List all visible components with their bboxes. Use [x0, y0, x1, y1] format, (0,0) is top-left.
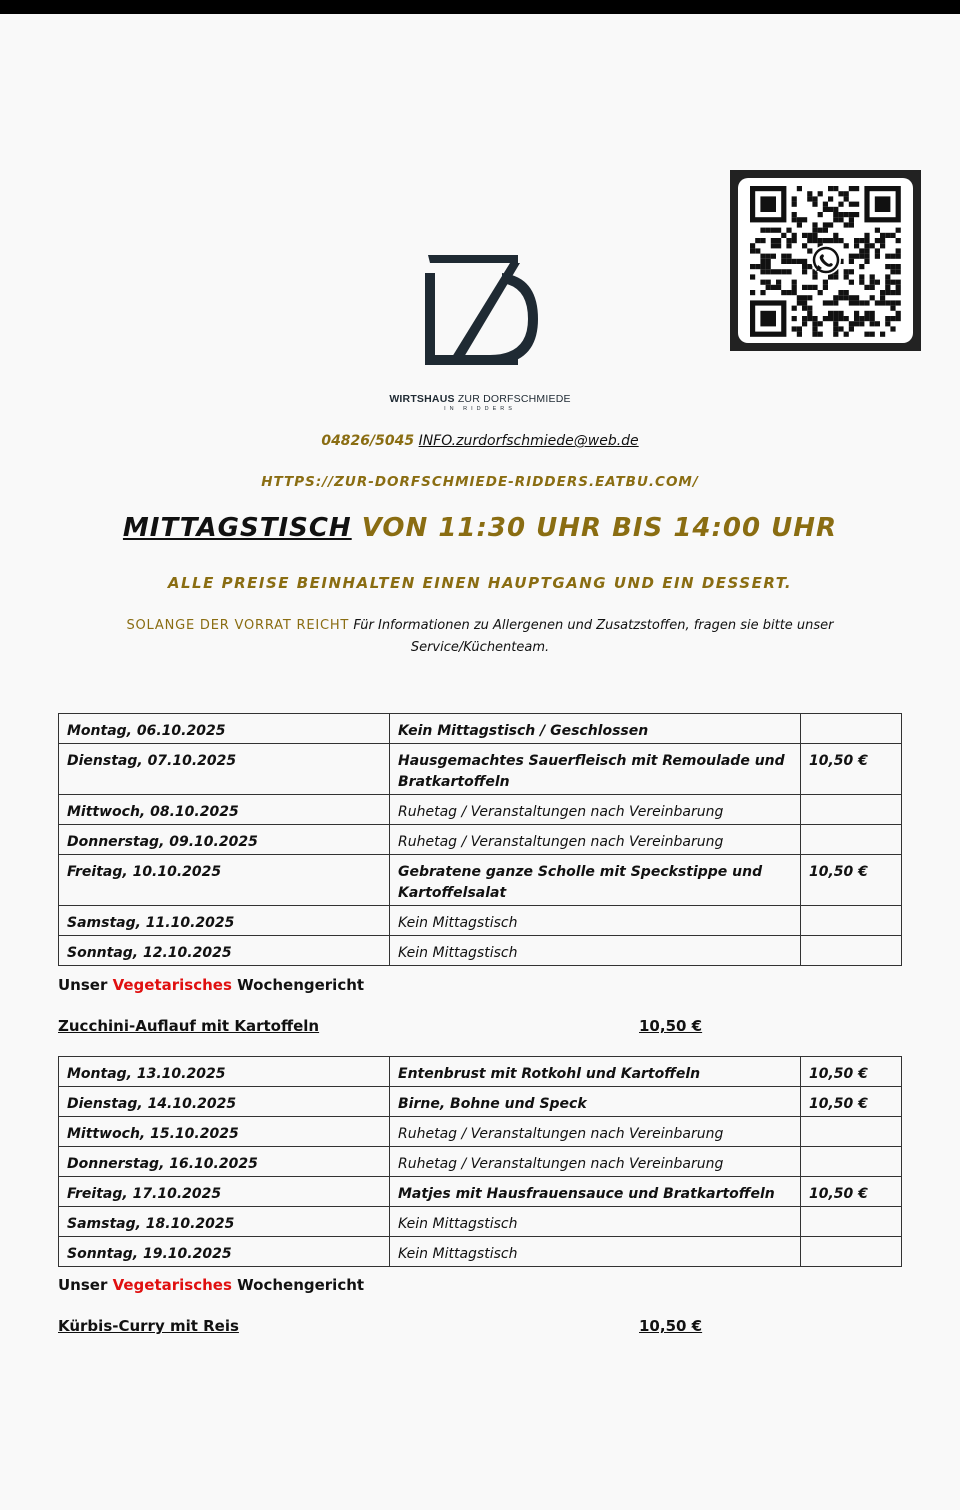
table-row [59, 1087, 902, 1117]
veg-heading-week-2: Unser Vegetarisches Wochengericht [58, 1276, 365, 1294]
allergen-info: Für Informationen zu Allergenen und Zusatzstoffen, fragen sie bitte unser Service/Küchenteam. [353, 618, 834, 655]
price-cell: 10,50 € [801, 1087, 902, 1117]
restaurant-logo [390, 255, 570, 415]
day-cell: Samstag, 11.10.2025 [59, 906, 390, 936]
table-row [59, 714, 902, 744]
dish-cell: Ruhetag / Veranstaltungen nach Vereinbarung [390, 795, 801, 825]
top-bar [0, 0, 960, 14]
price-cell: 10,50 € [801, 855, 902, 906]
dish-cell: Birne, Bohne und Speck [390, 1087, 801, 1117]
dish-cell: Ruhetag / Veranstaltungen nach Vereinbarung [390, 1147, 801, 1177]
day-cell: Montag, 13.10.2025 [59, 1057, 390, 1087]
dish-cell: Kein Mittagstisch / Geschlossen [390, 714, 801, 744]
menu-table-week-1 [58, 713, 902, 966]
table-row [59, 1237, 902, 1267]
dish-cell: Matjes mit Hausfrauensauce und Bratkartoffeln [390, 1177, 801, 1207]
table-row [59, 744, 902, 795]
table-row [59, 1147, 902, 1177]
table-row [59, 1177, 902, 1207]
table-row [59, 906, 902, 936]
dish-cell: Ruhetag / Veranstaltungen nach Vereinbarung [390, 1117, 801, 1147]
table-row [59, 1207, 902, 1237]
qr-code-inner [738, 178, 913, 343]
veg-price-week-2: 10,50 € [639, 1317, 703, 1335]
price-cell [801, 795, 902, 825]
logo-subtitle: IN RIDDERS [444, 406, 516, 412]
prices-note: ALLE PREISE BEINHALTEN EINEN HAUPTGANG UND EIN DESSERT. [167, 574, 793, 592]
dish-cell: Kein Mittagstisch [390, 1237, 801, 1267]
veg-dish-week-2: Kürbis-Curry mit Reis [58, 1317, 239, 1335]
price-cell [801, 906, 902, 936]
veg-highlight: Vegetarisches [112, 1276, 232, 1294]
day-cell: Sonntag, 19.10.2025 [59, 1237, 390, 1267]
day-cell: Dienstag, 07.10.2025 [59, 744, 390, 795]
veg-price-week-1: 10,50 € [639, 1017, 703, 1035]
day-cell: Mittwoch, 15.10.2025 [59, 1117, 390, 1147]
allergen-note [100, 615, 860, 659]
price-cell [801, 936, 902, 966]
email-link[interactable]: INFO.zurdorfschmiede@web.de [418, 433, 639, 449]
price-cell: 10,50 € [801, 1177, 902, 1207]
dish-cell: Kein Mittagstisch [390, 936, 801, 966]
price-cell [801, 825, 902, 855]
price-cell [801, 1237, 902, 1267]
price-cell [801, 1207, 902, 1237]
price-cell [801, 1147, 902, 1177]
day-cell: Sonntag, 12.10.2025 [59, 936, 390, 966]
page-title [0, 513, 960, 543]
table-row [59, 855, 902, 906]
price-cell [801, 714, 902, 744]
supply-note: SOLANGE DER VORRAT REICHT [126, 618, 350, 633]
logo-name-bold: WIRTSHAUS [389, 393, 455, 405]
day-cell: Freitag, 10.10.2025 [59, 855, 390, 906]
contact-line [0, 433, 960, 449]
logo-name [380, 393, 580, 405]
title-times: VON 11:30 UHR BIS 14:00 UHR [351, 513, 838, 543]
table-row [59, 825, 902, 855]
dish-cell: Gebratene ganze Scholle mit Speckstippe und Kartoffelsalat [390, 855, 801, 906]
dish-cell: Kein Mittagstisch [390, 906, 801, 936]
title-main: MITTAGSTISCH [122, 513, 352, 543]
day-cell: Donnerstag, 16.10.2025 [59, 1147, 390, 1177]
day-cell: Mittwoch, 08.10.2025 [59, 795, 390, 825]
qr-code[interactable] [730, 170, 921, 351]
table-row [59, 795, 902, 825]
phone-number[interactable]: 04826/5045 [321, 433, 415, 449]
menu-table-week-2 [58, 1056, 902, 1267]
table-row [59, 1117, 902, 1147]
day-cell: Donnerstag, 09.10.2025 [59, 825, 390, 855]
table-row [59, 936, 902, 966]
veg-dish-week-1: Zucchini-Auflauf mit Kartoffeln [58, 1017, 320, 1035]
whatsapp-icon [811, 245, 841, 275]
table-row [59, 1057, 902, 1087]
day-cell: Freitag, 17.10.2025 [59, 1177, 390, 1207]
dish-cell: Entenbrust mit Rotkohl und Kartoffeln [390, 1057, 801, 1087]
website-link[interactable]: HTTPS://ZUR-DORFSCHMIEDE-RIDDERS.EATBU.COM/ [261, 474, 699, 490]
price-cell: 10,50 € [801, 744, 902, 795]
day-cell: Montag, 06.10.2025 [59, 714, 390, 744]
day-cell: Samstag, 18.10.2025 [59, 1207, 390, 1237]
price-cell [801, 1117, 902, 1147]
veg-heading-week-1: Unser Vegetarisches Wochengericht [58, 976, 365, 994]
day-cell: Dienstag, 14.10.2025 [59, 1087, 390, 1117]
dish-cell: Hausgemachtes Sauerfleisch mit Remoulade und Bratkartoffeln [390, 744, 801, 795]
dish-cell: Ruhetag / Veranstaltungen nach Vereinbarung [390, 825, 801, 855]
veg-highlight: Vegetarisches [112, 976, 232, 994]
logo-name-rest: ZUR DORFSCHMIEDE [454, 393, 571, 405]
dish-cell: Kein Mittagstisch [390, 1207, 801, 1237]
qr-code-pattern [738, 178, 913, 343]
price-cell: 10,50 € [801, 1057, 902, 1087]
